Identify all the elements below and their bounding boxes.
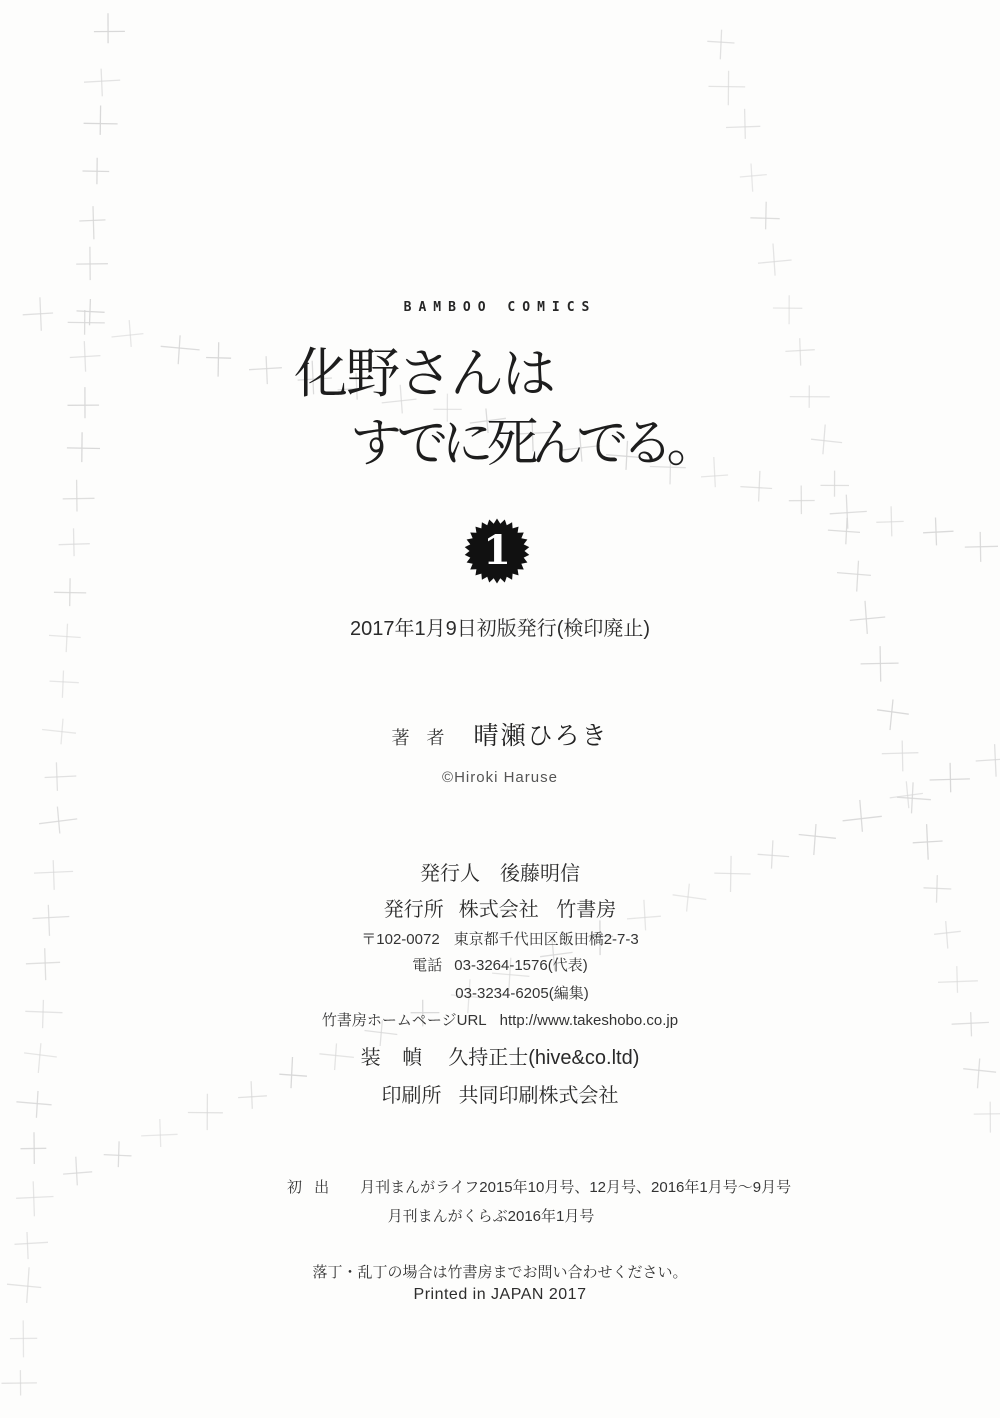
publisher-company-name: 株式会社 竹書房 — [458, 899, 617, 921]
printer-line — [0, 1079, 1000, 1108]
printed-in-line: Printed in JAPAN 2017 — [413, 1286, 587, 1303]
author-label: 著 者 — [391, 728, 451, 748]
first-publication-label: 初 出 — [287, 1179, 334, 1196]
edition-date-line: 2017年1月9日初版発行(検印廃止) — [349, 618, 651, 640]
homepage-url: http://www.takeshobo.co.jp — [499, 1012, 679, 1029]
publisher-person-line — [0, 857, 1000, 886]
homepage-label: 竹書房ホームページURL — [321, 1012, 487, 1029]
homepage-line — [0, 1009, 1000, 1030]
phone-label: 電話 — [412, 957, 443, 974]
volume-badge-icon — [464, 518, 530, 584]
copyright-line: ©Hiroki Haruse — [442, 769, 558, 786]
volume-number: 1 — [483, 527, 511, 574]
imprint-label: BAMBOO COMICS — [403, 300, 597, 315]
first-publication-line1 — [287, 1176, 791, 1197]
postal-code: 〒102-0072 — [361, 931, 440, 948]
author-row — [0, 716, 1000, 752]
phone-editorial-number: 03-3234-6205(編集) — [455, 985, 589, 1002]
phone-editorial-line — [22, 982, 1000, 1003]
author-name: 晴瀬ひろき — [473, 722, 609, 750]
publisher-address: 東京都千代田区飯田橋2-7-3 — [453, 931, 639, 948]
publisher-company-label: 発行所 — [383, 899, 444, 921]
publisher-person-label: 発行人 — [420, 863, 480, 885]
first-publication-line2: 月刊まんがくらぶ2016年1月号 — [387, 1208, 595, 1225]
publisher-company-line — [0, 893, 1000, 922]
phone-main-number: 03-3264-1576(代表) — [454, 957, 588, 974]
printer-label: 印刷所 — [381, 1085, 442, 1107]
book-title-line1: 化野さんは — [294, 344, 554, 404]
book-title-line2: すでに死んでる。 — [350, 416, 712, 473]
design-label: 装 幀 — [360, 1047, 431, 1069]
first-publication-magazines: 月刊まんがライフ2015年10月号、12月号、2016年1月号〜9月号 — [360, 1179, 792, 1196]
design-line — [0, 1041, 1000, 1070]
printer-name: 共同印刷株式会社 — [458, 1085, 619, 1107]
phone-line — [0, 954, 1000, 975]
defect-notice: 落丁・乱丁の場合は竹書房までお問い合わせください。 — [312, 1264, 688, 1281]
publisher-address-line — [0, 928, 1000, 949]
designer-name: 久持正士(hive&co.ltd) — [448, 1047, 640, 1069]
publisher-person-name: 後藤明信 — [500, 863, 580, 885]
